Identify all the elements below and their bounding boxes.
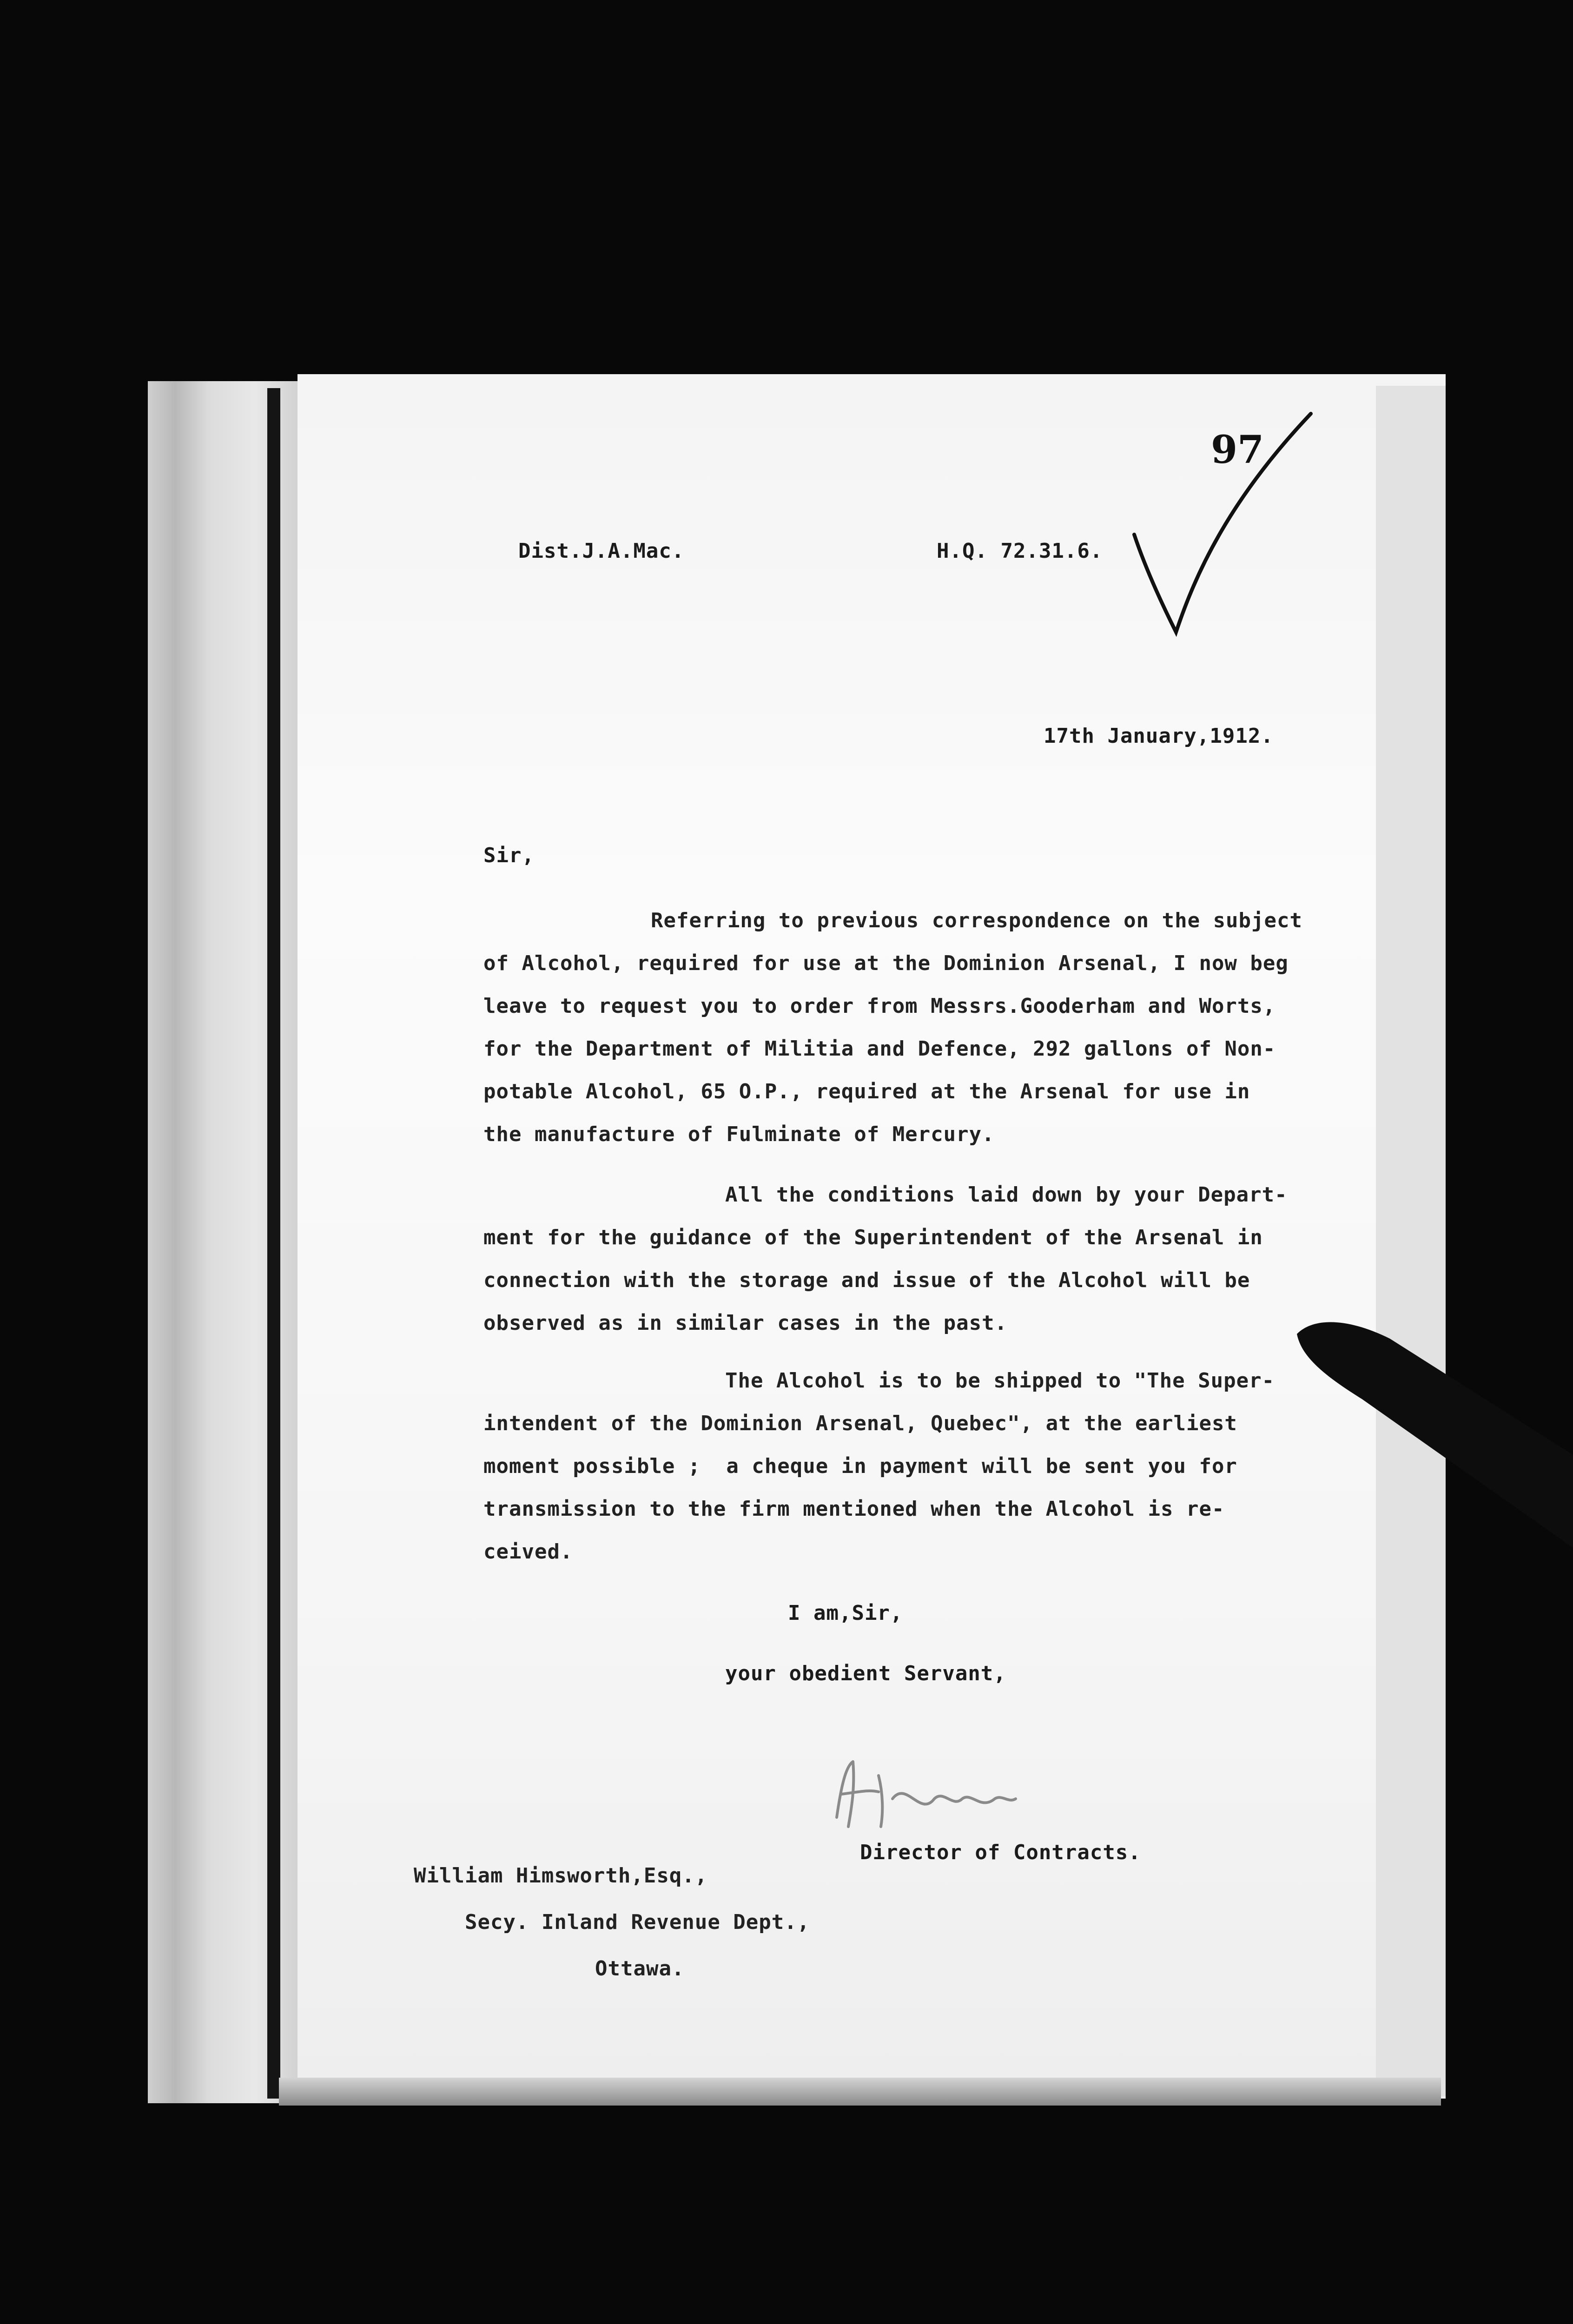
closing-line-1: I am,Sir, xyxy=(788,1601,903,1625)
text-line: potable Alcohol, 65 O.P., required at the Arsenal for use in xyxy=(483,1080,1250,1103)
sheet-shadow xyxy=(267,388,280,2099)
reference-left: Dist.J.A.Mac. xyxy=(518,539,685,563)
page-number: 97 xyxy=(1211,428,1264,472)
addressee-title: Secy. Inland Revenue Dept., xyxy=(465,1910,810,1934)
text-line: intendent of the Dominion Arsenal, Quebec", at the earliest xyxy=(483,1412,1237,1435)
text-line: moment possible ; a cheque in payment will be sent you for xyxy=(483,1454,1237,1478)
salutation: Sir, xyxy=(483,844,535,867)
text-line: ment for the guidance of the Superintendent of the Arsenal in xyxy=(483,1226,1263,1249)
text-line: ceived. xyxy=(483,1540,573,1564)
text-line: for the Department of Militia and Defence, 292 gallons of Non- xyxy=(483,1037,1276,1061)
text-line: All the conditions laid down by your Depart- xyxy=(725,1183,1288,1207)
text-line: the manufacture of Fulminate of Mercury. xyxy=(483,1122,995,1146)
text-line: of Alcohol, required for use at the Dominion Arsenal, I now beg xyxy=(483,951,1289,975)
pen-tip-image xyxy=(1297,1315,1573,1548)
text-line: observed as in similar cases in the past. xyxy=(483,1311,1008,1335)
checkmark-icon xyxy=(1125,409,1320,651)
text-line: connection with the storage and issue of the Alcohol will be xyxy=(483,1268,1250,1292)
addressee-city: Ottawa. xyxy=(595,1957,685,1981)
reference-right: H.Q. 72.31.6. xyxy=(937,539,1103,563)
page-bottom-edge xyxy=(279,2078,1441,2106)
signer-title: Director of Contracts. xyxy=(860,1841,1141,1864)
letter-date: 17th January,1912. xyxy=(1044,724,1274,748)
text-line: The Alcohol is to be shipped to "The Super- xyxy=(725,1369,1275,1393)
page-right-edge xyxy=(1376,386,1446,2096)
text-line: leave to request you to order from Messrs.Gooderham and Worts, xyxy=(483,994,1276,1018)
signature-image xyxy=(827,1748,1023,1841)
text-line: Referring to previous correspondence on the subject xyxy=(651,909,1303,932)
closing-line-2: your obedient Servant, xyxy=(725,1662,1006,1685)
text-line: transmission to the firm mentioned when the Alcohol is re- xyxy=(483,1497,1225,1521)
addressee-name: William Himsworth,Esq., xyxy=(414,1864,708,1888)
